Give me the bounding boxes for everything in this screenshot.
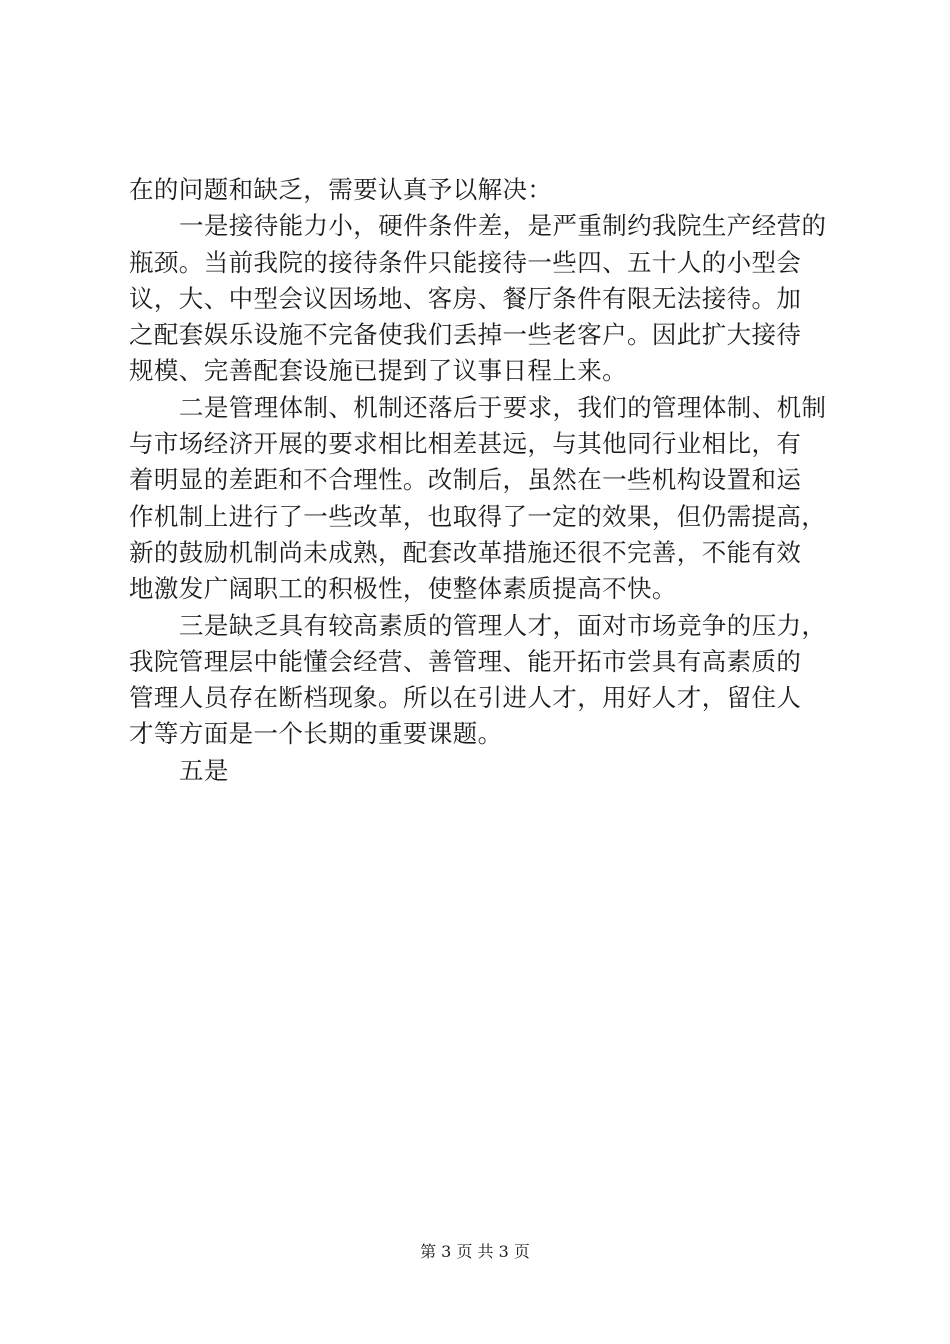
text-line: 作机制上进行了一些改革，也取得了一定的效果，但仍需提高， bbox=[129, 501, 827, 531]
text-line: 才等方面是一个长期的重要课题。 bbox=[129, 719, 503, 749]
body-text bbox=[129, 172, 849, 789]
text-line-paragraph-start: 二是管理体制、机制还落后于要求，我们的管理体制、机制 bbox=[179, 392, 827, 422]
text-line-paragraph-start: 五是 bbox=[179, 755, 229, 785]
text-line: 管理人员存在断档现象。所以在引进人才，用好人才，留住人 bbox=[129, 683, 802, 713]
text-line: 与市场经济开展的要求相比相差甚远，与其他同行业相比，有 bbox=[129, 429, 802, 459]
text-line: 瓶颈。当前我院的接待条件只能接待一些四、五十人的小型会 bbox=[129, 247, 802, 277]
text-line: 地激发广阔职工的积极性，使整体素质提高不快。 bbox=[129, 574, 677, 604]
page-footer bbox=[0, 1242, 950, 1262]
text-line: 着明显的差距和不合理性。改制后，虽然在一些机构设置和运 bbox=[129, 465, 802, 495]
text-line-paragraph-start: 三是缺乏具有较高素质的管理人才，面对市场竞争的压力， bbox=[179, 610, 827, 640]
text-line: 规模、完善配套设施已提到了议事日程上来。 bbox=[129, 356, 627, 386]
page-number-label: 第 3 页 共 3 页 bbox=[420, 1242, 530, 1261]
text-line: 议，大、中型会议因场地、客房、餐厅条件有限无法接待。加 bbox=[129, 283, 802, 313]
text-line: 新的鼓励机制尚未成熟，配套改革措施还很不完善，不能有效 bbox=[129, 537, 802, 567]
text-line-paragraph-start: 一是接待能力小，硬件条件差，是严重制约我院生产经营的 bbox=[179, 211, 827, 241]
text-line: 之配套娱乐设施不完备使我们丢掉一些老客户。因此扩大接待 bbox=[129, 320, 802, 350]
text-line: 在的问题和缺乏，需要认真予以解决： bbox=[129, 175, 553, 204]
text-line: 我院管理层中能懂会经营、善管理、能开拓市尝具有高素质的 bbox=[129, 646, 802, 676]
